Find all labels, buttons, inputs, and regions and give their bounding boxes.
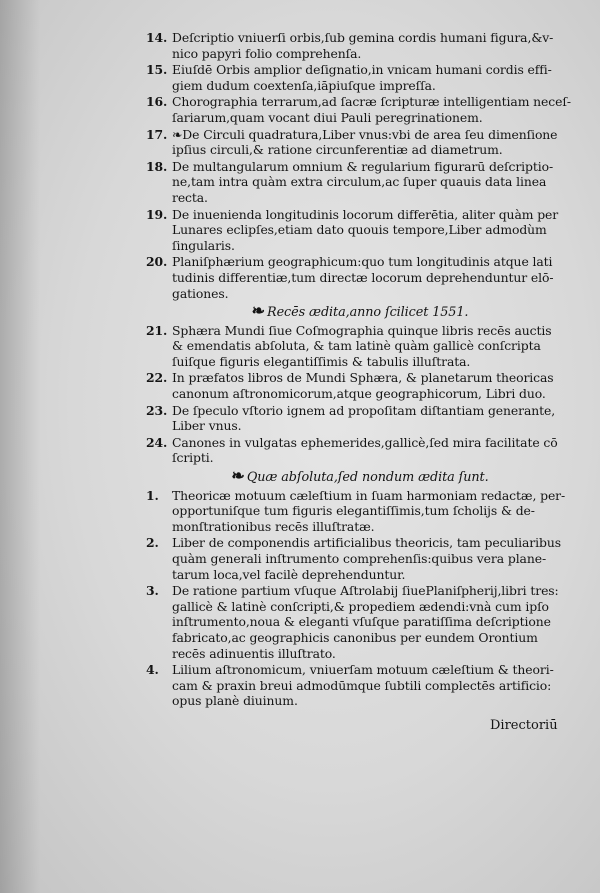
page-gutter-shadow xyxy=(0,0,40,893)
entry-number: 3. xyxy=(146,583,159,599)
entry-line: Deſcriptio vniuerſi orbis,ſub gemina cordis humani figura,&v- xyxy=(172,30,554,45)
heading-text: Recēs ædita,anno ſcilicet 1551. xyxy=(267,305,469,321)
list-entry xyxy=(146,583,570,661)
list-entry xyxy=(146,370,570,402)
entry-line: ſuiſque figuris elegantiſſimis & tabulis illuſtrata. xyxy=(172,353,471,369)
entry-line: De multangularum omnium & regularium figurarū deſcriptio- xyxy=(172,158,554,174)
entry-line: ne,tam intra quàm extra circulum,ac ſuper quauis data linea xyxy=(172,174,547,190)
list-entry xyxy=(146,206,570,254)
list-entry xyxy=(146,322,570,370)
list-entry xyxy=(146,535,570,582)
works-list-section xyxy=(146,30,571,301)
entry-number: 15. xyxy=(146,62,168,78)
pilcrow-icon: ❧ xyxy=(231,466,241,486)
entry-number: 24. xyxy=(146,434,168,450)
entry-line: ſariarum,quam vocant diui Pauli peregrinationem. xyxy=(172,109,483,125)
entry-number: 14. xyxy=(146,30,168,45)
entry-line: De ſpeculo vſtorio ignem ad propoſitam diſtantiam generante, xyxy=(172,402,556,418)
entry-number: 17. xyxy=(146,126,168,142)
entry-line: gationes. xyxy=(172,285,229,301)
entry-line: tarum loca,vel facilè deprehenduntur. xyxy=(172,566,406,582)
unpublished-works-section xyxy=(146,487,570,709)
entry-line: tudinis differentiæ,tum directæ locorum deprehenduntur elō- xyxy=(172,269,554,285)
entry-line: inſtrumento,noua & eleganti vſuſque paratiſſima deſcriptione xyxy=(172,614,551,630)
entry-number: 23. xyxy=(146,402,168,418)
entry-line: Lilium aſtronomicum, vniuerſam motuum cæleſtium & theori- xyxy=(172,662,554,678)
entry-line: canonum aſtronomicorum,atque geographicorum, Libri duo. xyxy=(172,386,546,402)
list-entry xyxy=(146,662,570,709)
list-entry xyxy=(146,126,570,158)
entry-line: recta. xyxy=(172,189,208,205)
entry-line: De inuenienda longitudinis locorum differētia, aliter quàm per xyxy=(172,206,559,222)
entry-number: 16. xyxy=(146,94,168,110)
entry-line: Lunares eclipſes,etiam dato quouis tempore,Liber admodùm xyxy=(172,222,547,238)
entry-line: Canones in vulgatas ephemerides,gallicè,ſed mira facilitate cō xyxy=(172,434,558,450)
entry-line: quàm generali inſtrumento comprehenſis:quibus vera plane- xyxy=(172,551,547,566)
list-entry xyxy=(146,62,570,93)
entry-line: & emendatis abſoluta, & tam latinè quàm gallicè conſcripta xyxy=(172,338,541,354)
section-heading-absoluta xyxy=(150,468,570,486)
entry-line: Theoricæ motuum cæleſtium in ſuam harmoniam redactæ, per- xyxy=(172,487,566,503)
entry-line: opportuniſque tum figuris elegantiſſimis,tum ſcholijs & de- xyxy=(172,503,535,519)
entry-line: ſcripti. xyxy=(172,450,214,466)
text-block xyxy=(146,30,571,709)
entry-number: 21. xyxy=(146,322,168,338)
entry-line: Sphæra Mundi ſiue Coſmographia quinque libris recēs auctis xyxy=(172,322,552,338)
entry-number: 4. xyxy=(146,662,159,678)
entry-line: fabricato,ac geographicis canonibus per eundem Orontium xyxy=(172,629,538,645)
list-entry xyxy=(146,254,570,301)
entry-line: cam & praxin breui admodūmque ſubtili complectēs artificio: xyxy=(172,677,552,693)
entry-line: nico papyri folio comprehenſa. xyxy=(172,45,362,61)
list-entry xyxy=(146,158,570,206)
list-entry xyxy=(146,30,570,61)
entry-line: Eiuſdē Orbis amplior deſignatio,in vnicam humani cordis effi- xyxy=(172,62,552,78)
list-entry xyxy=(146,487,570,535)
recent-works-section xyxy=(146,322,570,466)
entry-line: giem dudum coextenſa,iāpiuſque impreſſa. xyxy=(172,77,436,93)
list-entry xyxy=(146,94,571,125)
entry-line: Chorographia terrarum,ad ſacræ ſcripturæ intelligentiam neceſ- xyxy=(172,94,571,110)
catchword: Directoriū xyxy=(490,718,558,733)
entry-line: ipſius circuli,& ratione circunferentiæ ad diametrum. xyxy=(172,142,503,158)
entry-number: 18. xyxy=(146,158,168,174)
entry-line: ❧De Circuli quadratura,Liber vnus:vbi de area ſeu dimenſione xyxy=(172,126,558,142)
list-entry xyxy=(146,402,570,434)
pilcrow-icon: ❧ xyxy=(251,301,262,321)
entry-line: monſtrationibus recēs illuſtratæ. xyxy=(172,518,375,534)
heading-text: Quæ abſoluta,ſed nondum ædita ſunt. xyxy=(246,470,489,486)
entry-line: Liber de componendis artificialibus theoricis, tam peculiaribus xyxy=(172,535,561,551)
entry-line: opus planè diuinum. xyxy=(172,693,298,709)
entry-line: gallicè & latinè conſcripti,& propediem ædendi:vnà cum ipſo xyxy=(172,598,549,614)
entry-line: ſingularis. xyxy=(172,237,235,253)
entry-line: Liber vnus. xyxy=(172,418,242,434)
entry-number: 1. xyxy=(146,487,159,503)
entry-line: In præfatos libros de Mundi Sphæra, & planetarum theoricas xyxy=(172,370,554,386)
entry-number: 22. xyxy=(146,370,168,386)
entry-number: 19. xyxy=(146,206,168,222)
entry-line: recēs adinuentis illuſtrato. xyxy=(172,645,336,661)
list-entry xyxy=(146,434,570,466)
section-heading-recens xyxy=(150,303,570,321)
entry-line: De ratione partium vſuque Aſtrolabij ſiuePlaniſpherij,libri tres: xyxy=(172,583,559,599)
entry-number: 2. xyxy=(146,535,159,551)
entry-line: Planiſphærium geographicum:quo tum longitudinis atque lati xyxy=(172,254,553,270)
entry-number: 20. xyxy=(146,254,168,270)
